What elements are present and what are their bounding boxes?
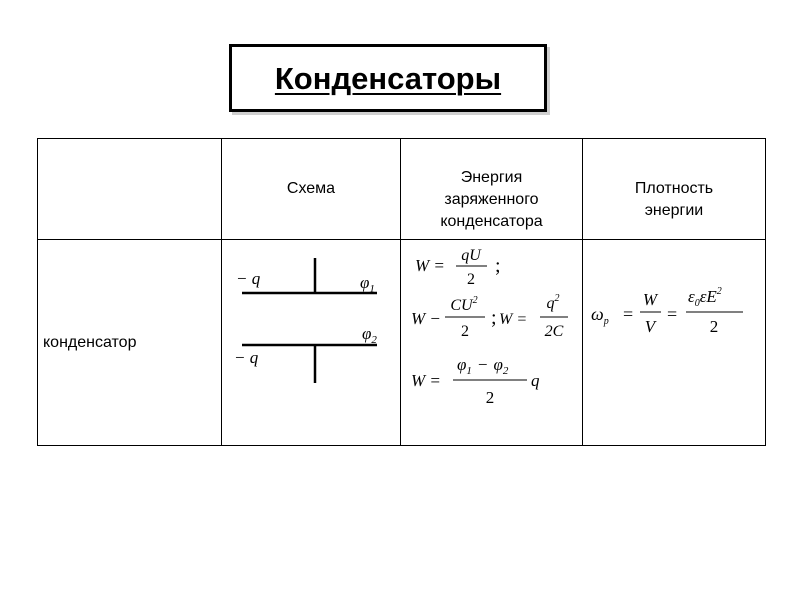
svg-text:;: ; bbox=[495, 255, 501, 277]
svg-text:W =: W = bbox=[499, 311, 528, 328]
svg-text:2: 2 bbox=[485, 388, 495, 407]
header-density-text: Плотность энергии bbox=[634, 180, 714, 219]
energy-density-formula bbox=[583, 240, 765, 440]
capacitor-table bbox=[37, 138, 766, 446]
svg-text:W =: W = bbox=[411, 371, 441, 390]
density-lhs: $\omega_p$ bbox=[591, 304, 609, 327]
row-label-capacitor bbox=[38, 240, 222, 446]
energy-formulas bbox=[401, 240, 582, 440]
svg-text:W −: W − bbox=[411, 309, 441, 328]
energy-cell bbox=[401, 240, 583, 446]
energy-formula-qU bbox=[415, 247, 501, 288]
svg-text:ε0εE2: $\varepsilon_0\varepsilon E^2$ bbox=[688, 286, 722, 309]
header-energy bbox=[401, 139, 583, 240]
svg-text:2: 2 bbox=[461, 323, 469, 340]
scheme-cell bbox=[222, 240, 401, 446]
svg-text:CU2: $CU^2$ bbox=[450, 295, 478, 314]
header-scheme bbox=[222, 139, 401, 240]
header-scheme-text: Схема bbox=[286, 180, 336, 197]
svg-text:φ1−φ2: $\varphi_1 - \varphi_2$ bbox=[457, 355, 509, 377]
header-empty bbox=[38, 139, 222, 240]
svg-text:q: q bbox=[531, 371, 540, 390]
svg-text:;: ; bbox=[491, 307, 497, 329]
title-box bbox=[229, 44, 547, 112]
svg-text:W: W bbox=[642, 290, 658, 309]
svg-text:V: V bbox=[644, 317, 656, 336]
svg-text:2C: 2C bbox=[544, 323, 564, 340]
row-label-text: конденсатор bbox=[43, 333, 137, 351]
density-cell bbox=[583, 240, 766, 446]
bottom-potential-label: $\varphi_2$ bbox=[362, 324, 377, 346]
top-charge-label: − q bbox=[236, 269, 261, 288]
svg-text:qU: qU bbox=[461, 247, 481, 264]
bottom-charge-label: − q bbox=[234, 348, 259, 367]
header-density bbox=[583, 139, 766, 240]
svg-text:=: = bbox=[667, 304, 678, 324]
svg-text:2: 2 bbox=[467, 271, 475, 288]
svg-text:W =: W = bbox=[415, 256, 445, 275]
table-row bbox=[38, 240, 766, 446]
capacitor-scheme-diagram bbox=[222, 240, 400, 440]
top-potential-label: $\varphi_1$ bbox=[360, 273, 375, 295]
energy-formula-CU2 bbox=[411, 293, 568, 340]
table-header-row bbox=[38, 139, 766, 240]
energy-formula-potentials bbox=[411, 355, 540, 407]
svg-text:q2: $q^2$ bbox=[546, 293, 560, 312]
svg-text:=: = bbox=[623, 304, 634, 324]
header-energy-text: Энергия заряженного конденсатора bbox=[440, 169, 543, 230]
svg-text:2: 2 bbox=[709, 317, 719, 336]
page-title: Конденсаторы bbox=[274, 61, 502, 96]
